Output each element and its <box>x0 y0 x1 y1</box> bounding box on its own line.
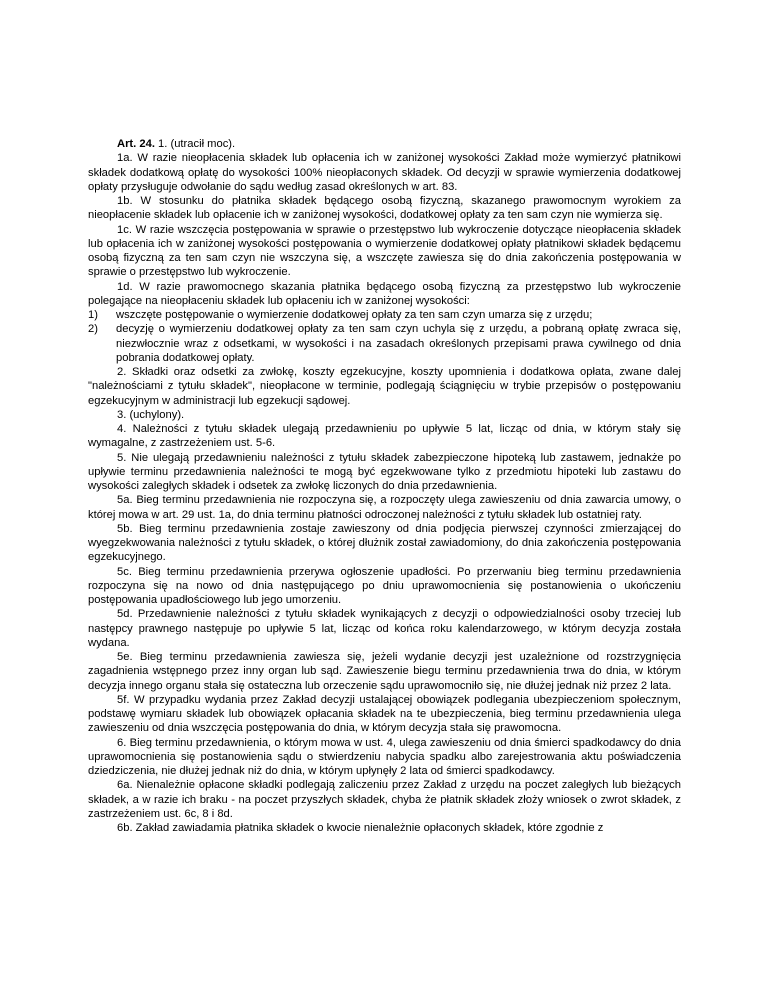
paragraph-5e: 5e. Bieg terminu przedawnienia zawiesza się, jeżeli wydanie decyzji jest uzależnione od rozstrzygnięcia zagadnienia wstępnego przez inny organ lub sąd. Zawieszenie biegu terminu przedawnienia trwa do dnia, w którym decyzja innego organu stała się ostateczna lub orzeczenie sądu uprawomocniło się, nie dłużej jednak niż przez 2 lata. <box>88 651 681 692</box>
list-item <box>88 308 681 322</box>
list-item <box>88 322 681 365</box>
paragraph-3: 3. (uchylony). <box>117 408 185 421</box>
paragraph-6: 6. Bieg terminu przedawnienia, o którym mowa w ust. 4, ulega zawieszeniu od dnia śmierci spadkodawcy do dnia uprawomocnienia się postanowienia sądu o stwierdzeniu nabycia spadku albo zarejestrowania aktu poświadczenia dziedziczenia, nie dłużej jednak niż do dnia, w którym upłynęły 2 lata od śmierci spadkodawcy. <box>88 736 681 777</box>
paragraph-1b: 1b. W stosunku do płatnika składek będącego osobą fizyczną, skazanego prawomocnym wyrokiem za nieopłacenie składek lub opłacenie ich w zaniżonej wysokości, dodatkowej opłaty za ten sam czyn nie wymierza się. <box>88 195 681 222</box>
article-intro-text: 1. (utracił moc). <box>154 138 236 150</box>
paragraph-2: 2. Składki oraz odsetki za zwłokę, koszty egzekucyjne, koszty upomnienia i dodatkowa opłata, zwane dalej "należnościami z tytułu składek", nieopłacone w terminie, podlegają ściągnięciu w trybie przepisów o postępowaniu egzekucyjnym w administracji lub egzekucji sądowej. <box>88 366 681 407</box>
list-item-text: decyzję o wymierzeniu dodatkowej opłaty za ten sam czyn uchyla się z urzędu, a pobraną opłatę zwraca się, niezwłocznie wraz z odsetkami, w wysokości i na zasadach określonych przepisami prawa cywilnego od dnia pobrania dodatkowej opłaty. <box>116 323 681 364</box>
paragraph-5f: 5f. W przypadku wydania przez Zakład decyzji ustalającej obowiązek podlegania ubezpieczeniom społecznym, podstawę wymiaru składek lub obowiązek opłacania składek na te ubezpieczenia, bieg terminu przedawnienia ulega zawieszeniu od dnia wszczęcia postępowania do dnia, w którym decyzja stała się prawomocna. <box>88 693 681 735</box>
paragraph-6b: 6b. Zakład zawiadamia płatnika składek o kwocie nienależnie opłaconych składek, które zgodnie z <box>117 822 604 834</box>
paragraph-1a: 1a. W razie nieopłacenia składek lub opłacenia ich w zaniżonej wysokości Zakład może wymierzyć płatnikowi składek dodatkową opłatę do wysokości 100% nieopłaconych składek. Od decyzji w sprawie wymierzenia dodatkowej opłaty przysługuje odwołanie do sądu według zasad określonych w art. 83. <box>88 152 681 193</box>
paragraph-5c: 5c. Bieg terminu przedawnienia przerywa ogłoszenie upadłości. Po przerwaniu bieg terminu przedawnienia rozpoczyna się na nowo od dnia następującego po dniu uprawomocnienia się postanowienia o ukończeniu postępowania upadłościowego lub jego umorzeniu. <box>88 565 681 606</box>
paragraph-1d: 1d. W razie prawomocnego skazania płatnika będącego osobą fizyczną za przestępstwo lub wykroczenie polegające na nieopłaceniu składek lub opłaceniu ich w zaniżonej wysokości: <box>88 280 681 307</box>
list-item-number: 2) <box>88 323 98 336</box>
article-intro-paragraph <box>88 137 681 151</box>
paragraph-6a: 6a. Nienależnie opłacone składki podlegają zaliczeniu przez Zakład z urzędu na poczet zaległych lub bieżących składek, a w razie ich braku - na poczet przyszłych składek, chyba że płatnik składek złoży wniosek o zwrot składek, z zastrzeżeniem ust. 6c, 8 i 8d. <box>88 779 681 820</box>
list-item-number: 1) <box>88 309 98 321</box>
paragraph-5d: 5d. Przedawnienie należności z tytułu składek wynikających z decyzji o odpowiedzialności osoby trzeciej lub następcy prawnego następuje po upływie 5 lat, licząc od końca roku kalendarzowego, w którym decyzja została wydana. <box>88 608 681 649</box>
list-item-text: wszczęte postępowanie o wymierzenie dodatkowej opłaty za ten sam czyn umarza się z urzędu; <box>116 309 593 321</box>
paragraph-5b: 5b. Bieg terminu przedawnienia zostaje zawieszony od dnia podjęcia pierwszej czynności zmierzającej do wyegzekwowania należności z tytułu składek, o której dłużnik został zawiadomiony, do dnia zakończenia postępowania egzekucyjnego. <box>88 522 681 564</box>
paragraph-5: 5. Nie ulegają przedawnieniu należności z tytułu składek zabezpieczone hipoteką lub zastawem, jednakże po upływie terminu przedawnienia należności te mogą być egzekwowane tylko z przedmiotu hipoteki lub zastawu do wysokości zaległych składek i odsetek za zwłokę liczonych do dnia przedawnienia. <box>88 451 681 492</box>
paragraph-4: 4. Należności z tytułu składek ulegają przedawnieniu po upływie 5 lat, licząc od dnia, w którym stały się wymagalne, z zastrzeżeniem ust. 5-6. <box>88 423 681 450</box>
paragraph-5a: 5a. Bieg terminu przedawnienia nie rozpoczyna się, a rozpoczęty ulega zawieszeniu od dnia zawarcia umowy, o której mowa w art. 29 ust. 1a, do dnia terminu płatności odroczonej należności z tytułu składek lub ostatniej raty. <box>88 494 681 521</box>
paragraph-1c: 1c. W razie wszczęcia postępowania w sprawie o przestępstwo lub wykroczenie dotyczące nieopłacenia składek lub opłacenia ich w zaniżonej wysokości postępowania o wymierzenie dodatkowej opłaty płatnikowi składek będącemu osobą fizyczną za ten sam czyn nie wszczyna się, a wszczęte zawiesza się do dnia zakończenia postępowania w sprawie o przestępstwo lub wykroczenie. <box>88 223 681 279</box>
article-heading: Art. 24. <box>117 138 155 150</box>
document-page <box>88 137 681 835</box>
